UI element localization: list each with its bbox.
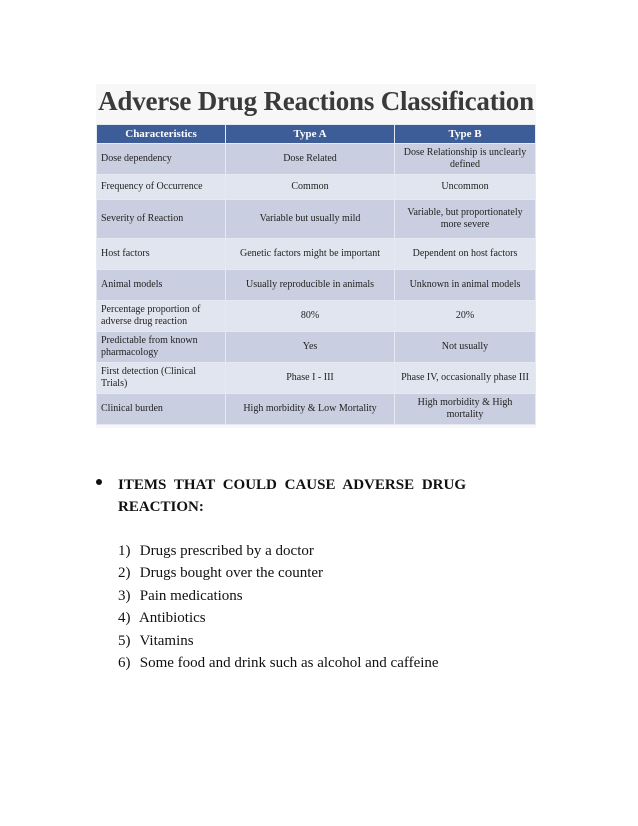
table-header-row bbox=[97, 125, 536, 144]
row-type-b: Uncommon bbox=[395, 175, 536, 200]
row-characteristic: Host factors bbox=[97, 239, 226, 270]
row-type-a: Genetic factors might be important bbox=[226, 239, 395, 270]
row-type-a: Dose Related bbox=[226, 144, 395, 175]
row-characteristic: Frequency of Occurrence bbox=[97, 175, 226, 200]
row-type-a: High morbidity & Low Mortality bbox=[226, 394, 395, 425]
list-item-number: 5) bbox=[118, 632, 131, 649]
table-row bbox=[97, 332, 536, 363]
list-item bbox=[118, 652, 439, 674]
row-type-b: Not usually bbox=[395, 332, 536, 363]
row-type-a: 80% bbox=[226, 301, 395, 332]
row-characteristic: First detection (Clinical Trials) bbox=[97, 363, 226, 394]
list-item bbox=[118, 630, 439, 652]
list-item bbox=[118, 562, 439, 584]
list-item-text: Some food and drink such as alcohol and caffeine bbox=[139, 655, 439, 672]
table-row bbox=[97, 270, 536, 301]
table-row bbox=[97, 175, 536, 200]
row-type-b: Phase IV, occasionally phase III bbox=[395, 363, 536, 394]
row-characteristic: Animal models bbox=[97, 270, 226, 301]
classification-table bbox=[96, 124, 536, 425]
table-row bbox=[97, 239, 536, 270]
section-heading: ITEMS THAT COULD CAUSE ADVERSE DRUG REACTION: bbox=[118, 477, 466, 515]
table-row bbox=[97, 301, 536, 332]
list-item-text: Vitamins bbox=[139, 632, 194, 649]
row-characteristic: Severity of Reaction bbox=[97, 200, 226, 239]
list-item-text: Pain medications bbox=[139, 587, 243, 604]
table-row bbox=[97, 200, 536, 239]
row-type-b: Variable, but proportionately more severe bbox=[395, 200, 536, 239]
header-characteristics: Characteristics bbox=[97, 125, 226, 144]
row-type-a: Usually reproducible in animals bbox=[226, 270, 395, 301]
row-characteristic: Percentage proportion of adverse drug reaction bbox=[97, 301, 226, 332]
list-item-number: 4) bbox=[118, 610, 131, 627]
row-characteristic: Clinical burden bbox=[97, 394, 226, 425]
row-type-b: High morbidity & High mortality bbox=[395, 394, 536, 425]
row-type-b: 20% bbox=[395, 301, 536, 332]
list-item-number: 2) bbox=[118, 565, 131, 582]
list-item-text: Drugs bought over the counter bbox=[139, 565, 324, 582]
list-item-number: 6) bbox=[118, 655, 131, 672]
row-type-a: Variable but usually mild bbox=[226, 200, 395, 239]
row-characteristic: Predictable from known pharmacology bbox=[97, 332, 226, 363]
row-type-b: Unknown in animal models bbox=[395, 270, 536, 301]
table-row bbox=[97, 144, 536, 175]
row-type-a: Phase I - III bbox=[226, 363, 395, 394]
list-item bbox=[118, 540, 439, 562]
causes-list bbox=[118, 540, 439, 674]
row-type-b: Dependent on host factors bbox=[395, 239, 536, 270]
row-type-a: Common bbox=[226, 175, 395, 200]
list-item-text: Drugs prescribed by a doctor bbox=[139, 543, 314, 559]
list-item-text: Antibiotics bbox=[138, 610, 206, 627]
table-row bbox=[97, 394, 536, 425]
row-characteristic: Dose dependency bbox=[97, 144, 226, 175]
row-type-b: Dose Relationship is unclearly defined bbox=[395, 144, 536, 175]
list-item bbox=[118, 607, 439, 629]
list-item-number: 3) bbox=[118, 587, 131, 604]
table-row bbox=[97, 363, 536, 394]
header-type-b: Type B bbox=[395, 125, 536, 144]
items-section bbox=[96, 474, 526, 518]
bullet-icon bbox=[96, 479, 102, 485]
figure-title: Adverse Drug Reactions Classification bbox=[98, 86, 534, 116]
row-type-a: Yes bbox=[226, 332, 395, 363]
header-type-a: Type A bbox=[226, 125, 395, 144]
list-item-number: 1) bbox=[118, 543, 131, 559]
list-item bbox=[118, 585, 439, 607]
adr-classification-figure bbox=[96, 84, 536, 428]
